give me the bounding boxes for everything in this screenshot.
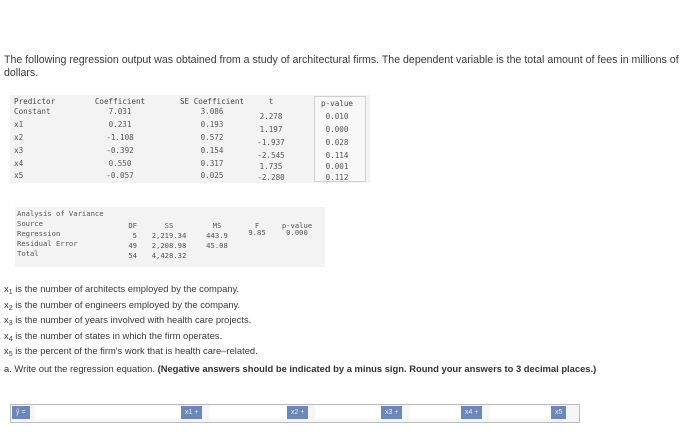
anova-row-df: 49 xyxy=(128,241,137,250)
row-coefficient: 7.031 xyxy=(108,107,132,116)
header-coefficient: Coefficient xyxy=(94,97,146,106)
row-t: 2.278 xyxy=(259,112,283,121)
row-predictor: x3 xyxy=(14,146,24,155)
row-t: -2.545 xyxy=(257,151,285,160)
question-text xyxy=(4,363,684,375)
anova-row-df: 54 xyxy=(128,251,137,260)
x2-label: x2 + xyxy=(287,406,308,419)
question-instructions: (Negative answers should be indicated by a minus sign. Round your answers to 3 decimal places.) xyxy=(157,363,597,374)
anova-row-p: 0.000 xyxy=(286,228,308,237)
anova-row-ss: 2,208.98 xyxy=(151,241,187,250)
row-coefficient: -0.392 xyxy=(106,146,134,155)
anova-header-p: p-value xyxy=(281,221,313,230)
row-coefficient: 0.550 xyxy=(108,159,132,168)
row-p: 0.114 xyxy=(325,151,349,160)
definition-item: $x_1$ is the number of architects employed by the company. xyxy=(4,283,240,296)
anova-row-df: 5 xyxy=(132,231,137,240)
anova-row-ss: 4,428.32 xyxy=(151,251,187,260)
row-p: 0.001 xyxy=(325,162,349,171)
regression-equation-bar xyxy=(10,404,580,423)
row-coefficient: 0.231 xyxy=(108,120,132,129)
row-se: 0.154 xyxy=(200,146,224,155)
x1-coefficient-input[interactable] xyxy=(209,406,287,419)
row-predictor: x5 xyxy=(14,171,24,180)
anova-row-source: Residual Error xyxy=(17,239,78,248)
question-prefix: a. Write out the regression equation. xyxy=(4,363,155,374)
x4-label: x4 + xyxy=(461,406,482,419)
row-coefficient: -1.108 xyxy=(106,133,134,142)
anova-header-source: Source xyxy=(17,219,43,228)
anova-row-ss: 2,219.34 xyxy=(151,231,187,240)
anova-row-f: 9.85 xyxy=(248,228,266,237)
x5-label: x5 xyxy=(551,406,566,419)
row-p: 0.112 xyxy=(325,173,349,182)
row-t: -1.937 xyxy=(257,138,285,147)
row-t: 1.197 xyxy=(259,125,283,134)
row-t: -2.280 xyxy=(257,173,285,182)
row-p: 0.010 xyxy=(325,112,349,121)
constant-input[interactable] xyxy=(35,406,181,419)
header-p-value: p-value xyxy=(320,99,353,108)
x4-coefficient-input[interactable] xyxy=(489,406,551,419)
variable-definitions xyxy=(4,283,258,361)
x3-label: x3 + xyxy=(381,406,402,419)
x2-coefficient-input[interactable] xyxy=(315,406,381,419)
header-predictor: Predictor xyxy=(14,97,56,106)
row-predictor: Constant xyxy=(14,107,51,116)
y-hat-label: ŷ = xyxy=(12,406,30,419)
anova-row-source: Total xyxy=(17,249,39,258)
anova-header-ss: SS xyxy=(164,221,174,230)
intro-text: The following regression output was obtained from a study of architectural firms. The dependent variable is the total amount of fees in millions of dollars. xyxy=(4,54,679,79)
anova-row-source: Regression xyxy=(17,229,61,238)
x1-label: x1 + xyxy=(181,406,202,419)
definition-item: $x_4$ is the number of states in which the firm operates. xyxy=(4,329,223,343)
x3-coefficient-input[interactable] xyxy=(409,406,461,419)
row-predictor: x4 xyxy=(14,159,24,168)
anova-header-df: DF xyxy=(128,221,137,230)
row-se: 0.193 xyxy=(200,120,224,129)
definition-item: $x_2$ is the number of engineers employed by the company. xyxy=(4,298,241,312)
header-se-coefficient: SE Coefficient xyxy=(179,97,244,106)
anova-header-ms: MS xyxy=(212,221,222,230)
anova-row-ms: 45.08 xyxy=(206,241,228,250)
header-t: t xyxy=(268,97,274,106)
row-p: 0.028 xyxy=(325,138,349,147)
anova-table xyxy=(15,207,325,267)
anova-header-f: F xyxy=(254,221,260,230)
row-predictor: x1 xyxy=(14,120,24,129)
regression-table xyxy=(10,95,370,183)
anova-title: Analysis of Variance xyxy=(17,209,104,218)
row-t: 1.735 xyxy=(259,162,283,171)
row-predictor: x2 xyxy=(14,133,24,142)
row-p: 0.000 xyxy=(325,125,349,134)
row-se: 0.025 xyxy=(200,171,224,180)
row-se: 0.572 xyxy=(200,133,224,142)
row-se: 3.086 xyxy=(200,107,224,116)
anova-row-ms: 443.9 xyxy=(206,231,228,240)
row-se: 0.317 xyxy=(200,159,224,168)
definition-item: $x_5$ is the percent of the firm's work that is health care–related. xyxy=(4,345,258,359)
row-coefficient: -0.057 xyxy=(106,171,134,180)
definition-item: $x_3$ is the number of years involved with health care projects. xyxy=(4,314,252,328)
